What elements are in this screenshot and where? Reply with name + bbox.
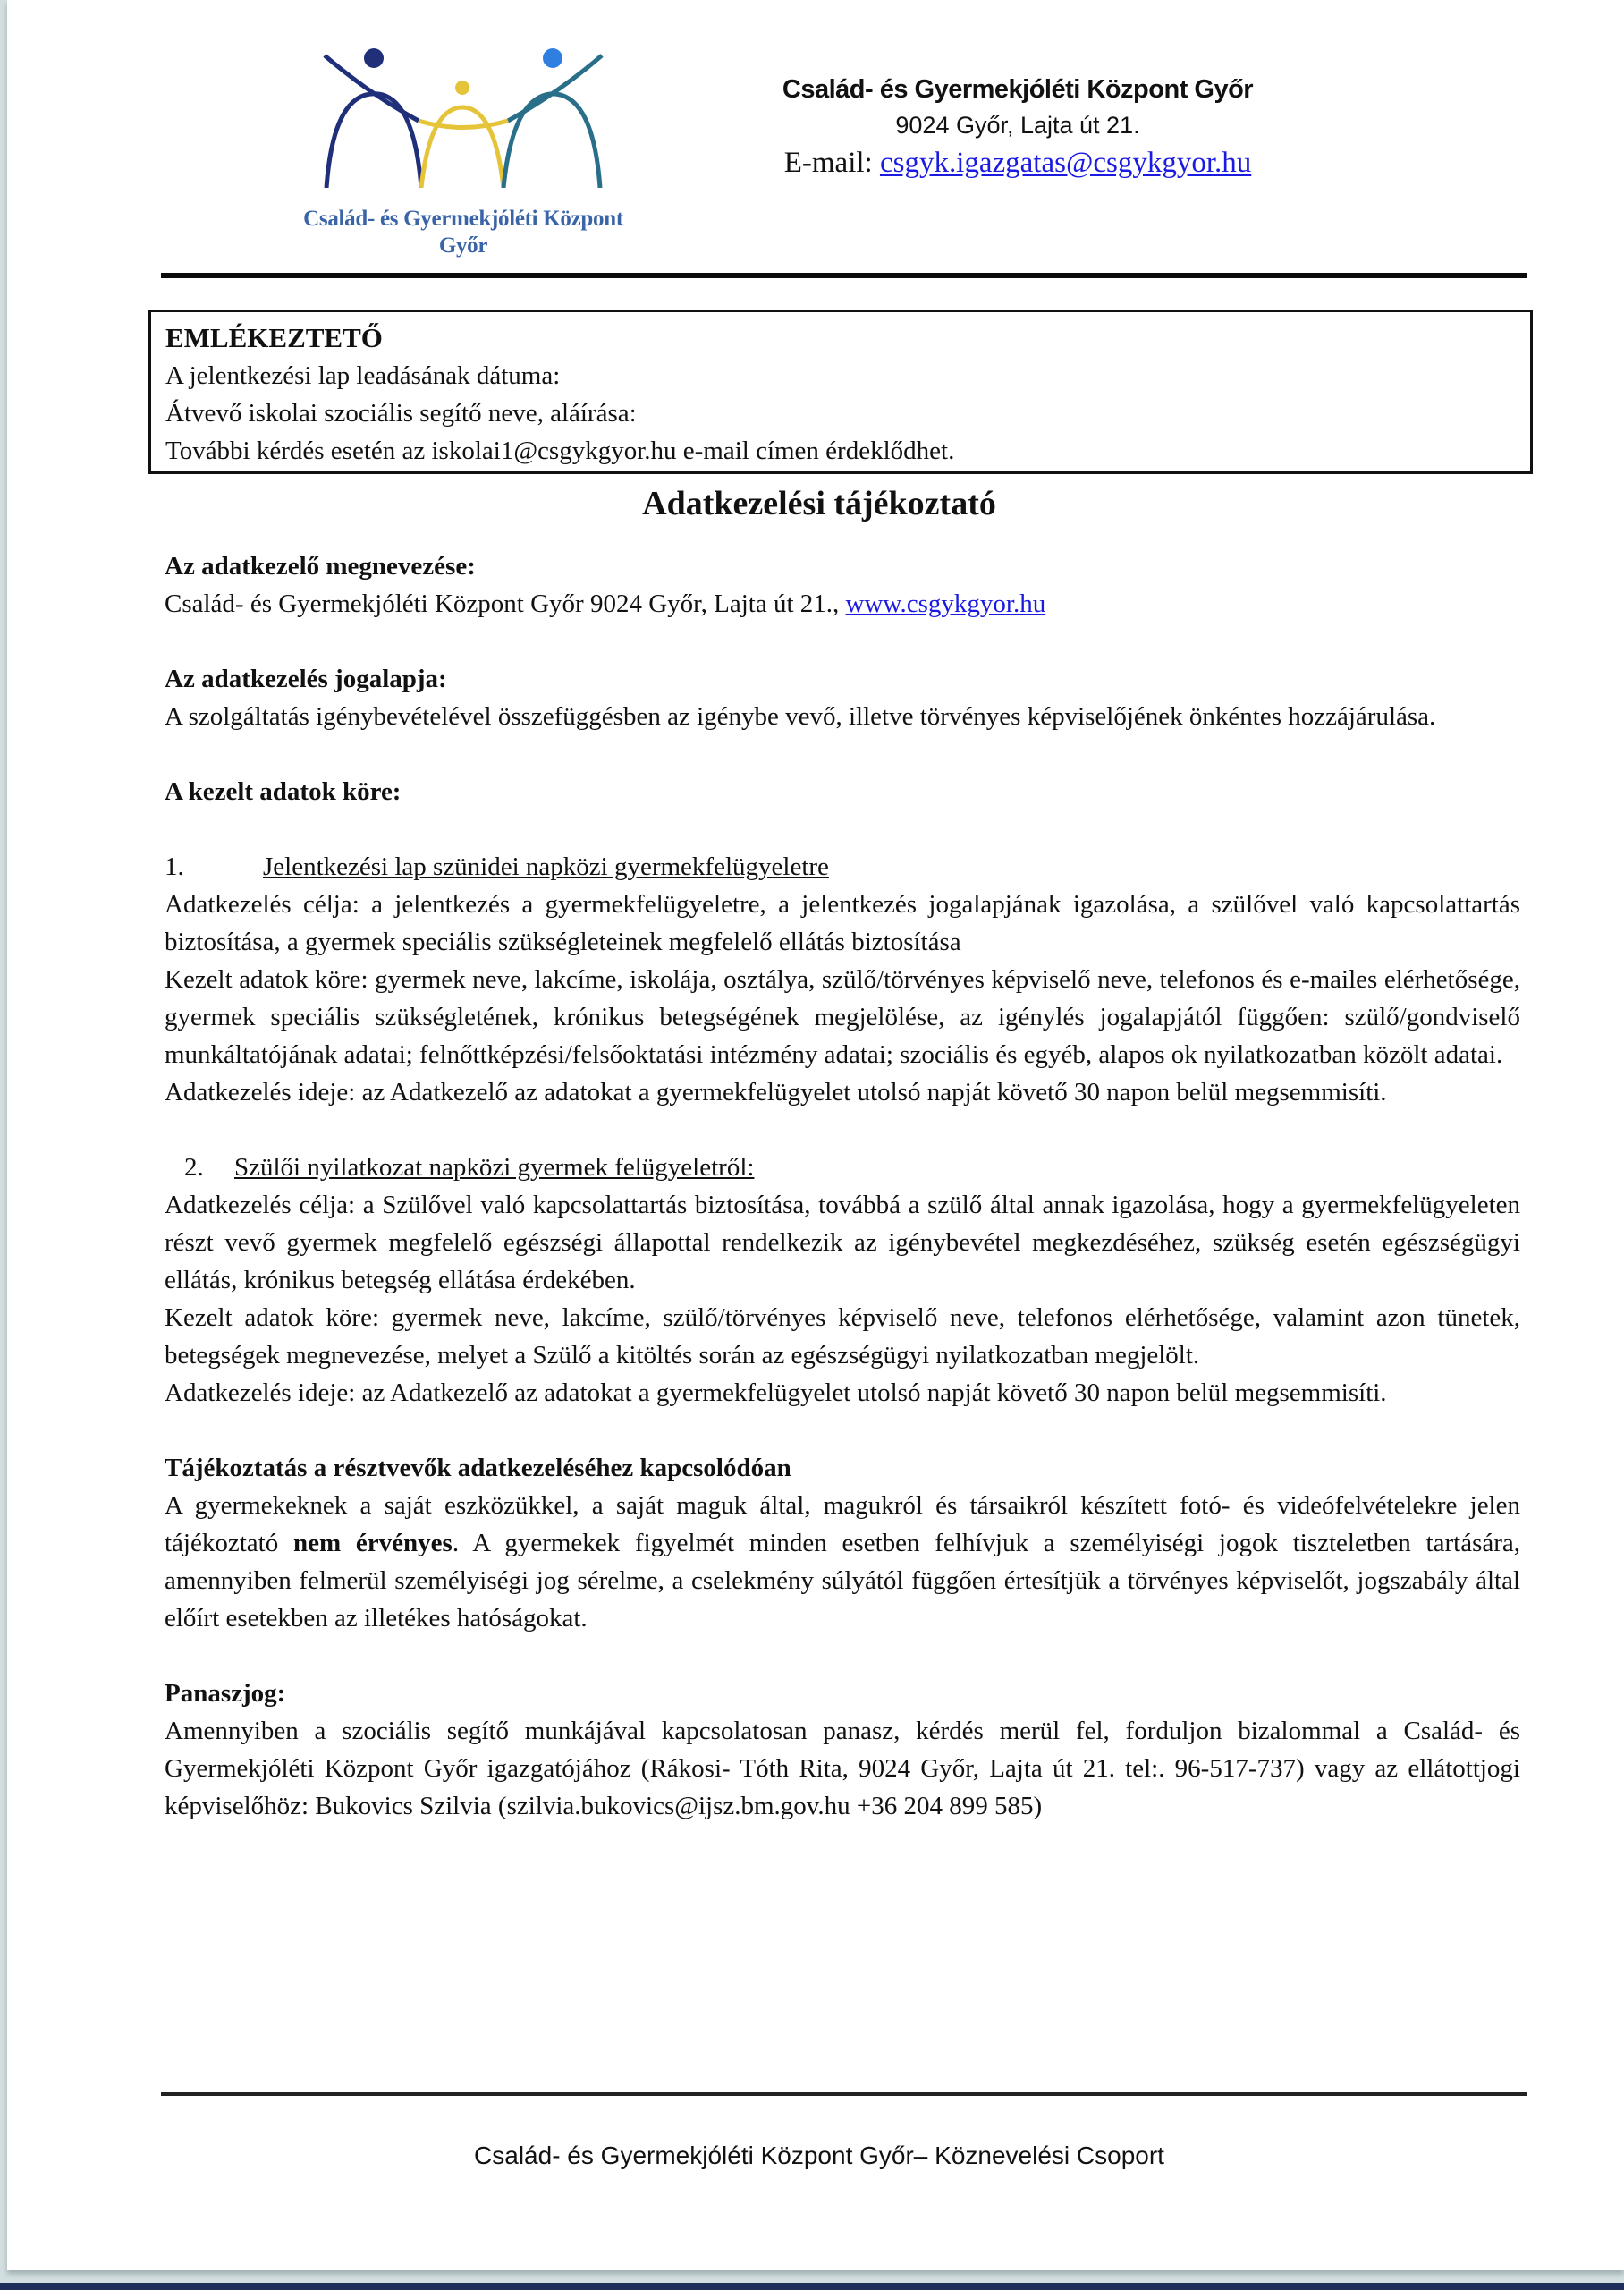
item-2-purpose: Adatkezelés célja: a Szülővel való kapcsolattartás biztosítása, továbbá a szülő által annak igazolása, hogy a gyermekfelügyeleten részt vevő gyermek megfelelő egészségi állapottal rendelkezik az igénybevétel megkezdéséhez, szükség esetén egészségügyi ellátás, krónikus betegség ellátása érdekében. — [165, 1191, 1520, 1294]
data-scope-heading: A kezelt adatok köre: — [165, 777, 402, 806]
participants-heading: Tájékoztatás a résztvevők adatkezeléséhez kapcsolódóan — [165, 1454, 791, 1482]
item-1-data: Kezelt adatok köre: gyermek neve, lakcíme, iskolája, osztálya, szülő/törvényes képviselő neve, telefonos és e-mailes elérhetősége, gyermek speciális szükségletének, krónikus betegségének megjelölése, az igénylés jogalapjától függően: szülő/gondviselő munkáltatójának adatai; felnőttképzési/felsőoktatási intézmény adatai; szociális és egyéb, alapos ok nyilatkozatban közölt adatai. — [165, 965, 1520, 1069]
item-number: 1. — [165, 852, 184, 881]
controller-text — [165, 585, 1520, 623]
item-1-duration: Adatkezelés ideje: az Adatkezelő az adatokat a gyermekfelügyelet utolsó napját követő 30 napon belül megsemmisíti. — [165, 1078, 1387, 1107]
item-number: 2. — [184, 1153, 204, 1182]
reminder-line-date: A jelentkezési lap leadásának dátuma: — [165, 361, 561, 390]
taskbar-strip — [0, 2283, 1624, 2290]
logo-text-city: Győr — [438, 233, 488, 258]
organization-name: Család- és Gyermekjóléti Központ Győr — [782, 75, 1254, 104]
participants-text-part: A gyermekeknek a saját eszközükkel, a saját maguk által, magukról és társaikról készített fotó- és videófelvételekre jelen tájékoztató — [165, 1491, 1520, 1557]
item-1-title — [165, 848, 1520, 886]
family-figures-icon — [316, 45, 611, 188]
participants-emphasis: nem érvényes — [292, 1529, 453, 1557]
legal-basis-heading: Az adatkezelés jogalapja: — [165, 665, 447, 693]
reminder-line-signature: Átvevő iskolai szociális segítő neve, aláírása: — [165, 399, 637, 428]
participants-text — [165, 1487, 1520, 1637]
legal-basis-text: A szolgáltatás igénybevételével összefüggésben az igénybe vevő, illetve törvényes képviselőjének önkéntes hozzájárulása. — [165, 702, 1436, 731]
complaint-heading: Panaszjog: — [165, 1679, 286, 1708]
document-body — [165, 547, 1520, 1825]
complaint-text: Amennyiben a szociális segítő munkájával kapcsolatosan panasz, kérdés merül fel, forduljon bizalommal a Család- és Gyermekjóléti Központ Győr igazgatójához (Rákosi- Tóth Rita, 9024 Győr, Lajta út 21. tel:. 96-517-737) vagy az ellátottjogi képviselőhöz: Bukovics Szilvia (szilvia.bukovics@ijsz.bm.gov.hu +36 204 899 585) — [165, 1717, 1520, 1820]
item-2-title — [165, 1149, 1520, 1186]
header-contact — [723, 72, 1313, 182]
email-link[interactable]: csgyk.igazgatas@csgykgyor.hu — [879, 147, 1252, 179]
organization-logo — [266, 45, 660, 258]
email-label: E-mail: — [783, 147, 880, 179]
reminder-line-contact: További kérdés esetén az iskolai1@csgykgyor.hu e-mail címen érdeklődhet. — [165, 437, 955, 465]
document-page — [7, 0, 1624, 2270]
reminder-title: EMLÉKEZTETŐ — [165, 322, 383, 353]
reminder-box — [148, 310, 1533, 474]
item-2-data: Kezelt adatok köre: gyermek neve, lakcíme, szülő/törvényes képviselő neve, telefonos elérhetősége, valamint azon tünetek, betegségek megnevezése, melyet a Szülő a kitöltés során az egészségügyi nyilatkozatban megjelölt. — [165, 1303, 1520, 1370]
header-divider — [161, 273, 1527, 278]
organization-email — [723, 143, 1313, 182]
organization-address: 9024 Győr, Lajta út 21. — [895, 112, 1140, 139]
controller-heading: Az adatkezelő megnevezése: — [165, 552, 476, 581]
document-title: Adatkezelési tájékoztató — [642, 485, 996, 522]
logo-text: Család- és Gyermekjóléti Központ — [303, 207, 623, 231]
item-2-duration: Adatkezelés ideje: az Adatkezelő az adatokat a gyermekfelügyelet utolsó napját követő 30 napon belül megsemmisíti. — [165, 1378, 1387, 1407]
item-1-purpose: Adatkezelés célja: a jelentkezés a gyermekfelügyeletre, a jelentkezés jogalapjának igazolása, a szülővel való kapcsolattartás biztosítása, a gyermek speciális szükségleteinek megfelelő ellátás biztosítása — [165, 890, 1520, 956]
page-footer: Család- és Gyermekjóléti Központ Győr– Köznevelési Csoport — [474, 2142, 1164, 2169]
website-link[interactable]: www.csgykgyor.hu — [845, 589, 1046, 618]
controller-address: Család- és Gyermekjóléti Központ Győr 9024 Győr, Lajta út 21., — [165, 589, 846, 618]
item-title: Szülői nyilatkozat napközi gyermek felügyeletről: — [234, 1153, 755, 1182]
item-title: Jelentkezési lap szünidei napközi gyermekfelügyeletre — [263, 852, 829, 881]
footer-divider — [161, 2092, 1527, 2096]
participants-text-part: . A gyermekek figyelmét minden esetben felhívjuk a személyiségi jogok tiszteletben tartására, amennyiben felmerül személyiségi jog sérelme, a cselekmény súlyától függően értesítjük a törvényes képviselőt, jogszabály által előírt esetekben az illetékes hatóságokat. — [165, 1529, 1520, 1633]
